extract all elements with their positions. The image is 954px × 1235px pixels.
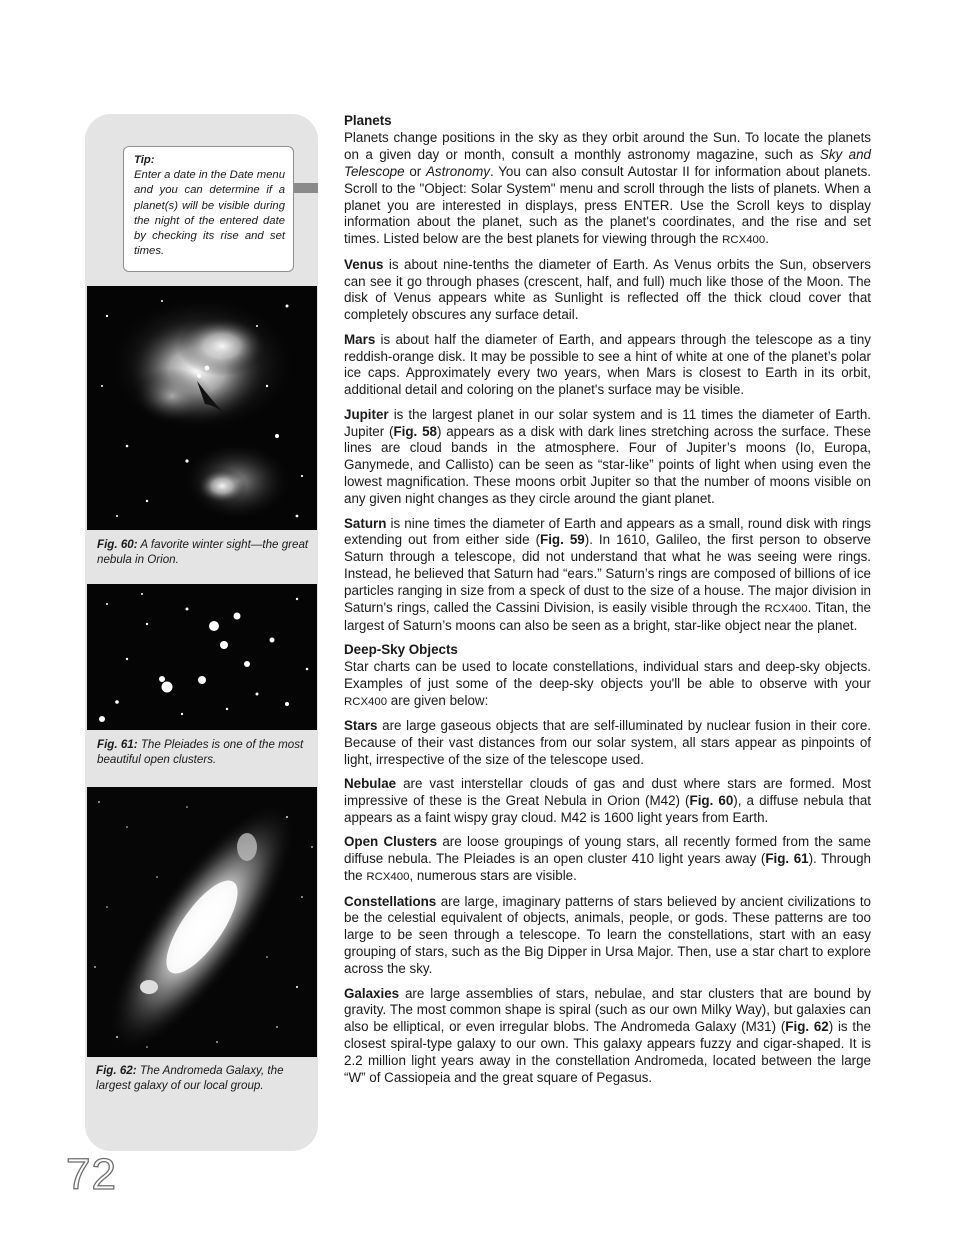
figure-60-caption — [97, 537, 309, 567]
open-clusters-paragraph — [344, 834, 871, 886]
stars-lead: Stars — [344, 718, 378, 734]
product-name: RCX400 — [722, 234, 766, 247]
stars-text: are large gaseous objects that are self-illuminated by nuclear fusion in their core. Because of their vast distances from our solar system, all stars appear as pinpoints of light, irrespective of the size of the telescope used. — [344, 718, 871, 768]
jupiter-text-2: ) appears as a disk with dark lines stretching across the surface. These lines are cloud bands in the atmosphere. Four of Jupiter’s moons (Io, Europa, Ganymede, and Callisto) can be seen as “star-like” points of light when using even the lowest magnification. These moons orbit Jupiter so that the number of moons visible on any given night changes as they circle around the giant planet. — [344, 423, 872, 507]
nebulae-text-1: are vast interstellar clouds of gas and dust where stars are formed. Most impressive of these is the Great Nebula in Orion (M42) ( — [344, 776, 871, 809]
stars-paragraph — [344, 718, 871, 769]
planets-text-or: or — [404, 163, 426, 179]
tip-box — [123, 146, 294, 272]
nebulae-paragraph — [344, 776, 871, 827]
figure-59-reference: Fig. 59 — [540, 532, 585, 548]
figure-60-text: A favorite winter sight—the great nebula in Orion. — [97, 538, 309, 567]
figure-58-reference: Fig. 58 — [393, 423, 437, 439]
open-clusters-text-1: are loose groupings of young stars, all recently formed from the same diffuse nebula. The Pleiades is an open cluster 410 light years away ( — [344, 834, 871, 867]
nebulae-text-2: ), a diffuse nebula that appears as a faint wispy gray cloud. M42 is 1600 light years from Earth. — [344, 793, 871, 826]
galaxies-text-1: are large assemblies of stars, nebulae, and star clusters that are bound by gravity. The most common shape is spiral (such as our own Milky Way), but galaxies can also be elliptical, or even irregular blobs. The Andromeda Galaxy (M31) ( — [344, 985, 871, 1035]
mars-text: is about half the diameter of Earth, and appears through the telescope as a tiny reddish-orange disk. It may be possible to see a hint of white at one of the planet’s polar ice caps. Approximately every two years, when Mars is closest to Earth in its orbit, additional detail and coloring on the planet's surface may be visible. — [344, 331, 871, 398]
figure-62-label: Fig. 62: — [96, 1064, 137, 1077]
venus-lead: Venus — [344, 256, 384, 272]
planets-text-2: . You can also consult Autostar II for information about planets. Scroll to the "Object: Solar System" menu and scroll through the lists of planets. When a planet you are interested in displays, press ENTER. Use the Scroll keys to display information about the planet, such as the planet's coordinates, and the rise and set times. Listed below are the best planets for viewing through the — [344, 163, 871, 247]
venus-text: is about nine-tenths the diameter of Earth. As Venus orbits the Sun, observers can see it go through phases (crescent, half, and full) much like those of the Moon. The disk of Venus appears white as Sunlight is reflected off the thick cloud cover that completely obscures any surface detail. — [344, 256, 871, 323]
page-number: 72 — [66, 1150, 117, 1199]
saturn-paragraph — [344, 516, 871, 635]
galaxies-paragraph — [344, 986, 871, 1087]
figure-62-caption — [96, 1063, 308, 1093]
sidebar-tab-marker — [293, 183, 318, 193]
jupiter-paragraph — [344, 407, 871, 508]
deep-sky-text-1: Star charts can be used to locate constellations, individual stars and deep-sky objects. Examples of just some of the deep-sky objects you'll be able to observe with your — [344, 659, 871, 692]
deep-sky-heading: Deep-Sky Objects — [344, 642, 458, 658]
saturn-text-3: . Titan, the largest of Saturn’s moons can also be seen as a bright, star-like object near the planet. — [344, 600, 871, 633]
tip-title: Tip: — [134, 154, 155, 166]
mars-lead: Mars — [344, 331, 376, 347]
open-clusters-text-3: , numerous stars are visible. — [409, 868, 577, 884]
galaxies-text-2: ) is the closest spiral-type galaxy to our own. This galaxy appears fuzzy and cigar-shaped. It is 2.2 million light years away in the constellation Andromeda, located between the large “W” of Cassiopeia and the great square of Pegasus. — [344, 1019, 871, 1086]
pleiades-photo — [87, 584, 317, 730]
jupiter-lead: Jupiter — [344, 406, 389, 422]
figure-60-reference: Fig. 60 — [689, 793, 734, 809]
figure-60-label: Fig. 60: — [97, 538, 138, 551]
venus-paragraph — [344, 257, 871, 325]
planets-paragraph — [344, 113, 871, 249]
figure-62-reference: Fig. 62 — [785, 1019, 829, 1035]
saturn-text-1: is nine times the diameter of Earth and appears as a small, round disk with rings extending out from either side ( — [344, 515, 871, 548]
planets-text-end: . — [765, 231, 769, 247]
saturn-text-2: ). In 1610, Galileo, the first person to observe Saturn through a telescope, did not understand that what he was seeing were rings. Instead, he believed that Saturn had “ears.” Saturn’s rings are composed of billions of ice particles ranging in size from a speck of dust to the size of a house. The major division in Saturn's rings, called the Cassini Division, is easily visible through the — [344, 532, 871, 616]
saturn-lead: Saturn — [344, 515, 387, 531]
deep-sky-paragraph — [344, 642, 871, 711]
product-name: RCX400 — [344, 695, 388, 708]
open-clusters-text-2: ). Through the — [344, 851, 871, 884]
planets-heading: Planets — [344, 113, 392, 128]
mars-paragraph — [344, 332, 871, 400]
product-name: RCX400 — [366, 871, 410, 884]
main-text-column — [344, 113, 871, 1094]
figure-61-text: The Pleiades is one of the most beautiful open clusters. — [97, 738, 304, 767]
product-name: RCX400 — [764, 603, 808, 616]
orion-nebula-photo — [87, 286, 317, 530]
deep-sky-text-2: are given below: — [387, 692, 489, 708]
constellations-paragraph — [344, 894, 871, 979]
nebulae-lead: Nebulae — [344, 776, 397, 792]
planets-text-1: Planets change positions in the sky as they orbit around the Sun. To locate the planets on a given day or month, consult a monthly astronomy magazine, such as — [344, 129, 871, 162]
galaxies-lead: Galaxies — [344, 985, 400, 1001]
figure-61-label: Fig. 61: — [97, 738, 138, 751]
figure-61-reference: Fig. 61 — [765, 851, 809, 867]
andromeda-galaxy-photo — [87, 787, 317, 1057]
figure-61-caption — [97, 737, 309, 767]
magazine-sky-and-telescope: Sky and Telescope — [344, 146, 872, 179]
magazine-astronomy: Astronomy — [425, 163, 490, 179]
jupiter-text-1: is the largest planet in our solar system and is 11 times the diameter of Earth. Jupiter ( — [344, 406, 871, 439]
open-clusters-lead: Open Clusters — [344, 834, 438, 850]
figure-62-text: The Andromeda Galaxy, the largest galaxy of our local group. — [96, 1064, 284, 1093]
tip-body: Enter a date in the Date menu and you can determine if a planet(s) will be visible during the night of the entered date by checking its rise and set times. — [134, 169, 285, 258]
constellations-text: are large, imaginary patterns of stars believed by ancient civilizations to be the celestial equivalent of objects, animals, people, or gods. These patterns are too large to be seen through a telescope. To learn the constellations, start with an easy grouping of stars, such as the Big Dipper in Ursa Major. Then, use a star chart to explore across the sky. — [344, 893, 871, 977]
constellations-lead: Constellations — [344, 893, 437, 909]
